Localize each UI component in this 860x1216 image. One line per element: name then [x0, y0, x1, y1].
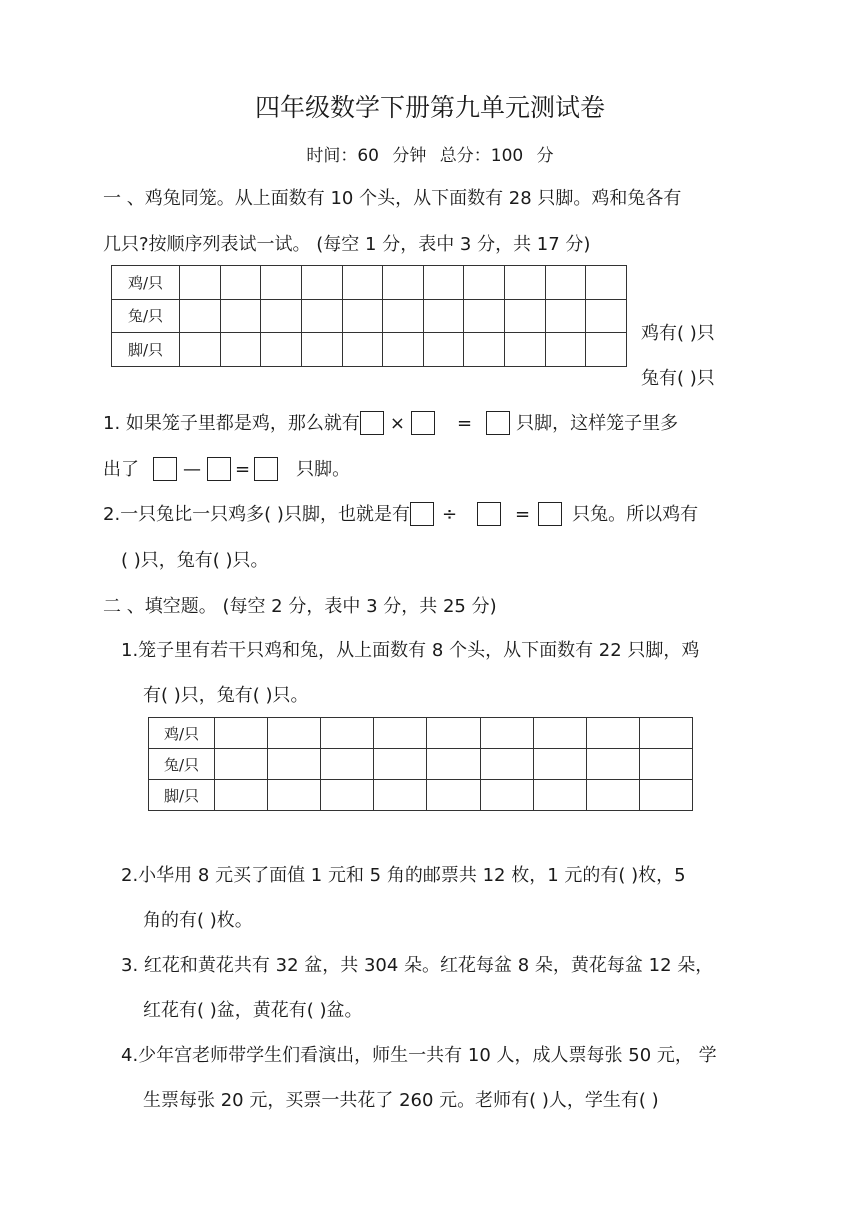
table-cell[interactable] [180, 266, 221, 300]
table-cell[interactable] [321, 780, 374, 811]
s2-question-2-line1[interactable]: 2.小华用 8 元买了面值 1 元和 5 角的邮票共 12 枚，1 元的有( )枚，5 [121, 865, 686, 886]
table-cell[interactable] [383, 266, 424, 300]
table-cell[interactable] [586, 749, 639, 780]
s2-question-1-line1: 1.笼子里有若干只鸡和兔，从上面数有 8 个头，从下面数有 22 只脚，鸡 [121, 640, 700, 661]
table-cell[interactable] [268, 718, 321, 749]
answer-box[interactable] [207, 457, 231, 481]
table-cell[interactable] [545, 266, 586, 300]
table-cell[interactable] [464, 299, 505, 333]
table-cell[interactable] [268, 780, 321, 811]
page-title: 四年级数学下册第九单元测试卷 [254, 93, 605, 122]
s2-question-3-line2[interactable]: 红花有( )盆，黄花有( )盆。 [143, 1000, 363, 1021]
answer-box[interactable] [410, 502, 434, 526]
table-row [149, 780, 693, 811]
times-sign: × [389, 413, 405, 434]
table-cell[interactable] [480, 718, 533, 749]
table-cell[interactable] [374, 749, 427, 780]
s1q1-text-c: 出了 [103, 459, 139, 480]
equals-sign: = [235, 459, 251, 480]
equals-sign: = [457, 413, 473, 434]
table-cell[interactable] [423, 333, 464, 367]
table-cell[interactable] [533, 718, 586, 749]
s2-question-4-line2[interactable]: 生票每张 20 元，买票一共花了 260 元。老师有( )人，学生有( ) [143, 1090, 659, 1111]
table-cell[interactable] [545, 333, 586, 367]
table-cell[interactable] [586, 333, 627, 367]
table-cell[interactable] [464, 266, 505, 300]
table-cell[interactable] [321, 718, 374, 749]
answer-box[interactable] [538, 502, 562, 526]
s1-question-1-line1 [103, 409, 678, 435]
table-cell[interactable] [220, 333, 261, 367]
table-row [149, 749, 693, 780]
table-cell[interactable] [586, 266, 627, 300]
table-cell[interactable] [586, 299, 627, 333]
section2-table [148, 717, 693, 811]
s1q2-text-b: 只兔。所以鸡有 [572, 504, 699, 525]
table-cell[interactable] [505, 333, 546, 367]
table-row [112, 299, 627, 333]
table-cell[interactable] [342, 299, 383, 333]
table-cell[interactable] [215, 718, 268, 749]
table-cell[interactable] [261, 299, 302, 333]
section2-heading: 二 、填空题。 (每空 2 分，表中 3 分，共 25 分) [103, 596, 497, 617]
table-cell[interactable] [423, 266, 464, 300]
table-cell[interactable] [533, 780, 586, 811]
table-cell[interactable] [220, 266, 261, 300]
s1q2-text-a: 2.一只兔比一只鸡多( )只脚，也就是有 [103, 504, 410, 525]
table-cell[interactable] [374, 718, 427, 749]
answer-box[interactable] [360, 411, 384, 435]
s1q1-text-a: 1. 如果笼子里都是鸡，那么就有 [103, 413, 360, 434]
table-row [112, 333, 627, 367]
table-cell[interactable] [586, 718, 639, 749]
s2-question-4-line1: 4.少年宫老师带学生们看演出，师生一共有 10 人，成人票每张 50 元， 学 [121, 1045, 717, 1066]
s2-question-3-line1: 3. 红花和黄花共有 32 盆，共 304 朵。红花每盆 8 朵，黄花每盆 12 朵， [121, 955, 714, 976]
table-cell[interactable] [427, 749, 480, 780]
table-cell[interactable] [215, 780, 268, 811]
table-cell[interactable] [427, 780, 480, 811]
equals-sign: = [515, 504, 531, 525]
row-label-feet: 脚/只 [149, 780, 215, 811]
answer-rabbit[interactable]: 兔有( )只 [641, 368, 715, 389]
row-label-chicken: 鸡/只 [112, 266, 180, 300]
table-cell[interactable] [505, 266, 546, 300]
s1-question-2-line1 [103, 500, 698, 526]
table-cell[interactable] [464, 333, 505, 367]
table-cell[interactable] [180, 333, 221, 367]
table-cell[interactable] [427, 718, 480, 749]
table-cell[interactable] [586, 780, 639, 811]
table-cell[interactable] [220, 299, 261, 333]
table-cell[interactable] [301, 333, 342, 367]
section1-heading-line1: 一 、鸡兔同笼。从上面数有 10 个头，从下面数有 28 只脚。鸡和兔各有 [103, 188, 682, 209]
answer-chicken[interactable]: 鸡有( )只 [641, 323, 715, 344]
table-cell[interactable] [480, 749, 533, 780]
s1q1-text-b: 只脚，这样笼子里多 [516, 413, 679, 434]
answer-box[interactable] [477, 502, 501, 526]
answer-box[interactable] [153, 457, 177, 481]
table-cell[interactable] [321, 749, 374, 780]
table-cell[interactable] [215, 749, 268, 780]
table-cell[interactable] [545, 299, 586, 333]
table-cell[interactable] [301, 299, 342, 333]
answer-box[interactable] [411, 411, 435, 435]
table-cell[interactable] [261, 333, 302, 367]
table-cell[interactable] [480, 780, 533, 811]
table-cell[interactable] [301, 266, 342, 300]
table-cell[interactable] [342, 333, 383, 367]
row-label-feet: 脚/只 [112, 333, 180, 367]
table-cell[interactable] [383, 299, 424, 333]
table-cell[interactable] [268, 749, 321, 780]
table-cell[interactable] [383, 333, 424, 367]
s1-question-1-line2 [103, 455, 350, 481]
divide-sign: ÷ [441, 504, 458, 525]
s1-question-2-line2[interactable]: ( )只，兔有( )只。 [121, 550, 269, 571]
table-cell[interactable] [533, 749, 586, 780]
table-cell[interactable] [639, 749, 692, 780]
answer-box[interactable] [486, 411, 510, 435]
s2-question-1-line2[interactable]: 有( )只，兔有( )只。 [143, 685, 309, 706]
table-cell[interactable] [423, 299, 464, 333]
s1q1-text-d: 只脚。 [296, 459, 351, 480]
exam-info: 时间：60 分钟 总分：100 分 [306, 146, 554, 166]
table-cell[interactable] [374, 780, 427, 811]
table-cell[interactable] [639, 718, 692, 749]
table-cell[interactable] [505, 299, 546, 333]
section1-heading-line2: 几只?按顺序列表试一试。 (每空 1 分，表中 3 分，共 17 分) [103, 234, 591, 255]
table-cell[interactable] [261, 266, 302, 300]
section1-table [111, 265, 627, 367]
s2-question-2-line2[interactable]: 角的有( )枚。 [143, 910, 253, 931]
table-row [112, 266, 627, 300]
row-label-rabbit: 兔/只 [149, 749, 215, 780]
minus-sign: — [183, 459, 201, 480]
table-row [149, 718, 693, 749]
row-label-chicken: 鸡/只 [149, 718, 215, 749]
row-label-rabbit: 兔/只 [112, 299, 180, 333]
table-cell[interactable] [180, 299, 221, 333]
table-cell[interactable] [639, 780, 692, 811]
answer-box[interactable] [254, 457, 278, 481]
table-cell[interactable] [342, 266, 383, 300]
